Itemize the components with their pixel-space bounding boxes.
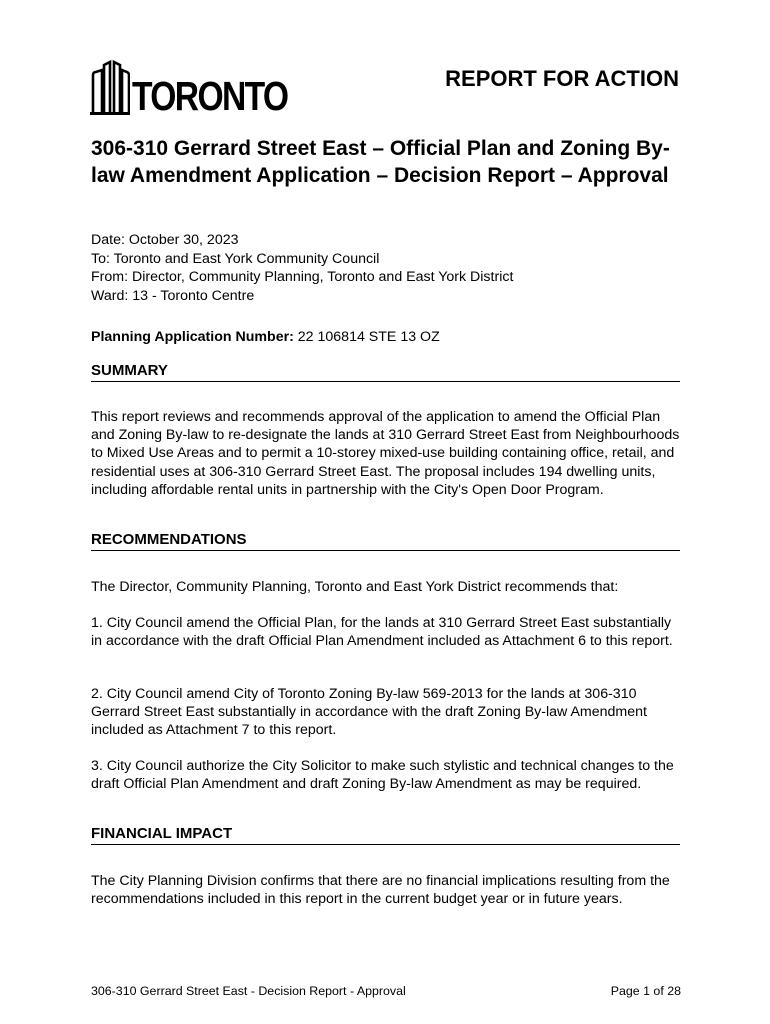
summary-section [91,362,680,382]
report-title: 306-310 Gerrard Street East – Official Plan and Zoning By-law Amendment Application – Decision Report – Approval [91,137,670,187]
application-number [91,329,440,345]
financial-heading: FINANCIAL IMPACT [91,825,680,845]
summary-heading: SUMMARY [91,362,680,382]
recommendations-section [91,531,680,551]
financial-text: The City Planning Division confirms that there are no financial implications resulting from the recommendations included in this report in the current budget year or in future years. [91,873,670,908]
meta-ward: Ward: 13 - Toronto Centre [91,287,255,304]
footer-title: 306-310 Gerrard Street East - Decision Report - Approval [91,984,406,998]
toronto-logo [90,57,322,119]
page-number: Page 1 of 28 [610,984,681,998]
report-type-label: REPORT FOR ACTION [445,66,679,91]
recommendations-heading: RECOMMENDATIONS [91,531,680,551]
city-hall-icon [90,57,130,115]
logo-wordmark: TORONTO [132,73,288,119]
meta-from: From: Director, Community Planning, Toronto and East York District [91,269,514,285]
application-number-label: Planning Application Number: [91,329,294,345]
report-meta [91,231,513,305]
meta-date: Date: October 30, 2023 [91,232,239,248]
meta-to: To: Toronto and East York Community Council [91,250,380,267]
summary-text: This report reviews and recommends approval of the application to amend the Official Plan and Zoning By-law to re-designate the lands at 310 Gerrard Street East from Neighbourhoods to Mixed Use Areas and to permit a 10-storey mixed-use building containing office, retail, and residential uses at 306-310 Gerrard Street East. The proposal includes 194 dwelling units, including affordable rental units in partnership with the City's Open Door Program. [91,409,680,498]
recommendation-item: 3. City Council authorize the City Solicitor to make such stylistic and technical changes to the draft Official Plan Amendment and draft Zoning By-law Amendment as may be required. [91,758,674,793]
recommendation-item: 1. City Council amend the Official Plan, for the lands at 310 Gerrard Street East substantially in accordance with the draft Official Plan Amendment included as Attachment 6 to this report. [91,615,673,650]
application-number-value: 22 106814 STE 13 OZ [293,329,440,345]
recommendation-item: 2. City Council amend City of Toronto Zoning By-law 569-2013 for the lands at 306-310 Gerrard Street East substantially in accordance with the draft Zoning By-law Amendment included as Attachment 7 to this report. [91,686,647,739]
recommendations-intro: The Director, Community Planning, Toronto and East York District recommends that: [91,579,619,595]
financial-section [91,825,680,845]
